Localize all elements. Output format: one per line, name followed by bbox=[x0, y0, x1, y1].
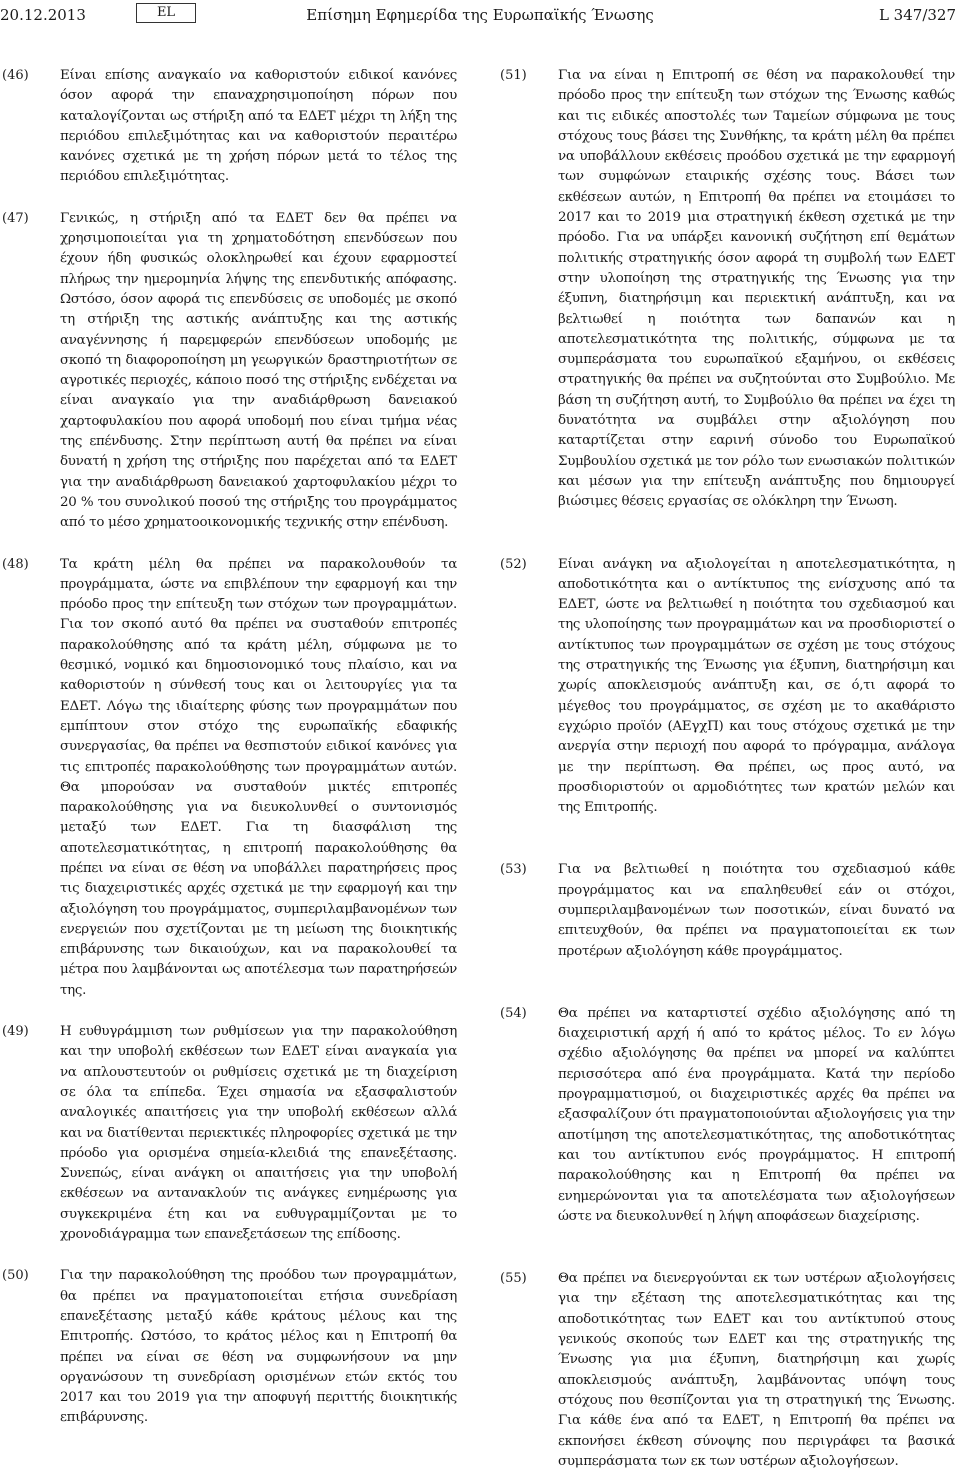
recital bbox=[500, 860, 955, 961]
recital-number: (48) bbox=[2, 556, 29, 572]
recital-text: Είναι επίσης αναγκαίο να καθοριστούν ειδικοί κανόνες όσον αφορά την επαναχρησιμοποίηση πόρων που καταλογίζονται ως στήριξη από τα ΕΔΕΤ μέχρι τη λήξη της περιόδου επιλεξιμότητας και να καθοριστούν περαιτέρω κανόνες σχετικά με τη χρήση πόρων μετά το τέλος της περιόδου επιλεξιμότητας. bbox=[60, 68, 457, 185]
recital-number: (46) bbox=[2, 68, 29, 83]
recital-number: (49) bbox=[2, 1024, 29, 1040]
recital bbox=[500, 1269, 955, 1472]
recital-number: (47) bbox=[2, 210, 29, 226]
page-reference: L 347/327 bbox=[878, 6, 956, 24]
recital-text: Για να είναι η Επιτροπή σε θέση να παρακολουθεί την πρόοδο προς την επίτευξη των στόχων της Ένωσης καθώς και τις ειδικές αποστολές των Ταμείων σύμφωνα με τους στόχους τους βάσει της Συνθήκης, τα κράτη μέλη θα πρέπει να υποβάλλουν εκθέσεις προόδου σχετικά με την εφαρμογή των συμφώνων εταιρικής σχέσης τους. Βάσει των εκθέσεων αυτών, η Επιτροπή θα πρέπει να ετοιμάσει το 2017 και το 2019 μια στρατηγική έκθεση σχετικά με την πρόοδο. Για να υπάρξει κανονική συζήτηση επί θεμάτων πολιτικής στρατηγικής όσον αφορά τη συμβολή των ΕΔΕΤ στην υλοποίηση της στρατηγικής της Ένωσης για την έξυπνη, διατηρήσιμη και περιεκτική ανάπτυξη, και να βελτιωθεί η ποιότητα των δαπανών και η αποτελεσματικότητα της πολιτικής, σύμφωνα με τα συμπεράσματα του ευρωπαϊκού εξαμήνου, οι εκθέσεις στρατηγικής θα πρέπει να συζητούνται στο Συμβούλιο. Με βάση τη συζήτηση αυτή, το Συμβούλιο θα πρέπει να έχει τη δυνατότητα να συμβάλει στην αξιολόγηση που καταρτίζεται στην εαρινή σύνοδο του Ευρωπαϊκού Συμβουλίου σχετικά με τον ρόλο των ενωσιακών πολιτικών και μέσων για την επίτευξη ανάπτυξης που δημιουργεί βιώσιμες θέσεις εργασίας σε ολόκληρη την Ένωση. bbox=[558, 68, 955, 510]
recital-number: (53) bbox=[500, 862, 527, 878]
recital-text: Η ευθυγράμμιση των ρυθμίσεων για την παρακολούθηση και την υποβολή εκθέσεων των ΕΔΕΤ είναι αναγκαία για να απλουστευτούν οι ρυθμίσεις σχετικά με τη διαχείριση σε όλα τα επίπεδα. Έχει σημασία να εξασφαλιστούν αναλογικές απαιτήσεις για την υποβολή εκθέσεων αλλά και να διατίθενται περιεκτικές πληροφορίες σχετικά με την πρόοδο για ορισμένα σημεία-κλειδιά της επανεξέτασης. Συνεπώς, είναι ανάγκη οι απαιτήσεις για την υποβολή εκθέσεων να αντανακλούν τις ανάγκες ενημέρωσης για συγκεκριμένα έτη και να ευθυγραμμίζονται με το χρονοδιάγραμμα των επανεξετάσεων της επίδοσης. bbox=[60, 1024, 457, 1243]
recital-number: (55) bbox=[500, 1271, 527, 1287]
recital bbox=[500, 555, 955, 819]
recital-number: (50) bbox=[2, 1268, 29, 1284]
recital bbox=[2, 1022, 457, 1245]
recital bbox=[2, 66, 457, 188]
recital bbox=[2, 555, 457, 1002]
publication-date: 20.12.2013 bbox=[0, 6, 86, 24]
recital-text: Γενικώς, η στήριξη από τα ΕΔΕΤ δεν θα πρέπει να χρησιμοποιείται για τη χρηματοδότηση επενδύσεων που έχουν ήδη φυσικώς ολοκληρωθεί και έχουν εφαρμοστεί πλήρως την ημερομηνία λήψης της επενδυτικής απόφασης. Ωστόσο, όσον αφορά τις επενδύσεις σε υποδομές με σκοπό τη στήριξη της αστικής ανάπτυξης και της αστικής αναγέννησης ή παρεμφερών επενδύσεων υποδομής με σκοπό τη διαφοροποίηση μη γεωργικών δραστηριοτήτων σε αγροτικές περιοχές, κάποιο ποσό της στήριξης ενδέχεται να είναι αναγκαίο για την αναδιάρθρωση δανειακού χαρτοφυλακίου που αφορά υποδομή που είναι τμήμα νέας της επένδυσης. Στην περίπτωση αυτή θα πρέπει να είναι δυνατή η χρήση της στήριξης που παρέχεται από τα ΕΔΕΤ για την αναδιάρθρωση δανειακού χαρτοφυλακίου μέχρι το 20 % του συνολικού ποσού της στήριξης του προγράμματος από το μέσο χρηματοοικονομικής τεχνικής στην επένδυση. bbox=[60, 210, 457, 531]
page-header bbox=[0, 0, 960, 26]
recital-text: Θα πρέπει να διενεργούνται εκ των υστέρων αξιολογήσεις για την εξέταση της αποτελεσματικότητας και της αποδοτικότητας των ΕΔΕΤ και του αντίκτυπού στους γενικούς σκοπούς των ΕΔΕΤ και της στρατηγικής της Ένωσης για μια έξυπνη, διατηρήσιμη και χωρίς αποκλεισμούς ανάπτυξη, λαμβάνοντας υπόψη τους στόχους που θεσπίζονται για τη στρατηγική της Ένωσης. Για κάθε ένα από τα ΕΔΕΤ, η Επιτροπή θα πρέπει να εκπονήσει έκθεση σύνοψης που περιγράφει τα βασικά συμπεράσματα των εκ των υστέρων αξιολογήσεων. bbox=[558, 1271, 955, 1469]
recital-text: Θα πρέπει να καταρτιστεί σχέδιο αξιολόγησης από τη διαχειριστική αρχή ή από το κράτος μέλος. Το εν λόγω σχέδιο αξιολόγησης θα πρέπει να μπορεί να καλύπτει περισσότερα από ένα προγράμματα. Κατά την περίοδο προγραμματισμού, οι διαχειριστικές αρχές θα πρέπει να εξασφαλίζουν ότι πραγματοποιούνται αξιολογήσεις για την αποτίμηση της αποτελεσματικότητας, της αποδοτικότητας και του αντίκτυπου ενός προγράμματος. Η επιτροπή παρακολούθησης και η Επιτροπή θα πρέπει να ενημερώνονται για τα αποτελέσματα των αξιολογήσεων ώστε να διευκολυνθεί η λήψη αποφάσεων διαχείρισης. bbox=[558, 1005, 955, 1224]
recital-text: Για να βελτιωθεί η ποιότητα του σχεδιασμού κάθε προγράμματος και να επαληθευθεί εάν οι στόχοι, συμπεριλαμβανομένων των ποσοτικών, είναι δυνατό να επιτευχθούν, θα πρέπει να πραγματοποιείται εκ των προτέρων αξιολόγηση κάθε προγράμματος. bbox=[558, 862, 955, 959]
recital bbox=[500, 1004, 955, 1227]
recital bbox=[2, 1266, 457, 1428]
recital bbox=[2, 209, 457, 534]
recital-text: Για την παρακολούθηση της προόδου των προγραμμάτων, θα πρέπει να πραγματοποιείται ετήσια συνεδρίαση επανεξέτασης μεταξύ κάθε κράτους μέλους και της Επιτροπής. Ωστόσο, το κράτος μέλος και η Επιτροπή θα πρέπει να είναι σε θέση να συμφωνήσουν να μην οργανώσουν τη συνεδρίαση ορισμένων ετών εκτός του 2017 και του 2019 για την αποφυγή περιττής διοικητικής επιβάρυνσης. bbox=[60, 1268, 457, 1426]
recital-number: (51) bbox=[500, 68, 527, 83]
recital-number: (52) bbox=[500, 556, 527, 572]
right-column bbox=[500, 66, 955, 1472]
recital-text: Είναι ανάγκη να αξιολογείται η αποτελεσματικότητα, η αποδοτικότητα και ο αντίκτυπος της ενίσχυσης από τα ΕΔΕΤ, ώστε να βελτιωθεί η ποιότητα του σχεδιασμού και της υλοποίησης των προγραμμάτων και να προσδιοριστεί ο αντίκτυπος των προγραμμάτων σε σχέση με τους στόχους της στρατηγικής της Ένωσης για έξυπνη, διατηρήσιμη και χωρίς αποκλεισμούς ανάπτυξη και, σε ό,τι αφορά το μέγεθος του προγράμματος, σε σχέση με το ακαθάριστο εγχώριο προϊόν (ΑΕγχΠ) και τους στόχους σχετικά με την ανεργία στην περιοχή που αφορά το πρόγραμμα, ανάλογα με την περίπτωση. Θα πρέπει, ως προς αυτό, να προσδιοριστούν οι αρμοδιότητες των κρατών μελών και της Επιτροπής. bbox=[558, 556, 955, 816]
language-badge: EL bbox=[136, 3, 196, 23]
recital bbox=[500, 66, 955, 513]
recital-number: (54) bbox=[500, 1005, 527, 1021]
left-column bbox=[2, 66, 457, 1429]
recital-text: Τα κράτη μέλη θα πρέπει να παρακολουθούν τα προγράμματα, ώστε να επιβλέπουν την εφαρμογή και την πρόοδο προς την επίτευξη των στόχων των προγραμμάτων. Για τον σκοπό αυτό θα πρέπει να συσταθούν επιτροπές παρακολούθησης από τα κράτη μέλη, σύμφωνα με το θεσμικό, νομικό και δημοσιονομικό τους πλαίσιο, και να καθοριστούν η σύνθεσή τους και οι λειτουργίες για τα ΕΔΕΤ. Λόγω της ιδιαίτερης φύσης των προγραμμάτων που εμπίπτουν στον στόχο της ευρωπαϊκής εδαφικής συνεργασίας, θα πρέπει να θεσπιστούν ειδικοί κανόνες για τις επιτροπές παρακολούθησης των προγραμμάτων αυτών. Θα μπορούσαν να συσταθούν μικτές επιτροπές παρακολούθησης για να διευκολυνθεί ο συντονισμός μεταξύ των ΕΔΕΤ. Για τη διασφάλιση της αποτελεσματικότητας, η επιτροπή παρακολούθησης θα πρέπει να είναι σε θέση να υποβάλλει παρατηρήσεις προς τις διαχειριστικές αρχές σχετικά με την εφαρμογή και την αξιολόγηση του προγράμματος, συμπεριλαμβανομένων των ενεργειών που σχετίζονται με τη μείωση της διοικητικής επιβάρυνσης των δικαιούχων, και να παρακολουθεί τα μέτρα που λαμβάνονται ως αποτέλεσμα των παρατηρήσεών της. bbox=[60, 556, 457, 998]
journal-title: Επίσημη Εφημερίδα της Ευρωπαϊκής Ένωσης bbox=[306, 6, 654, 24]
